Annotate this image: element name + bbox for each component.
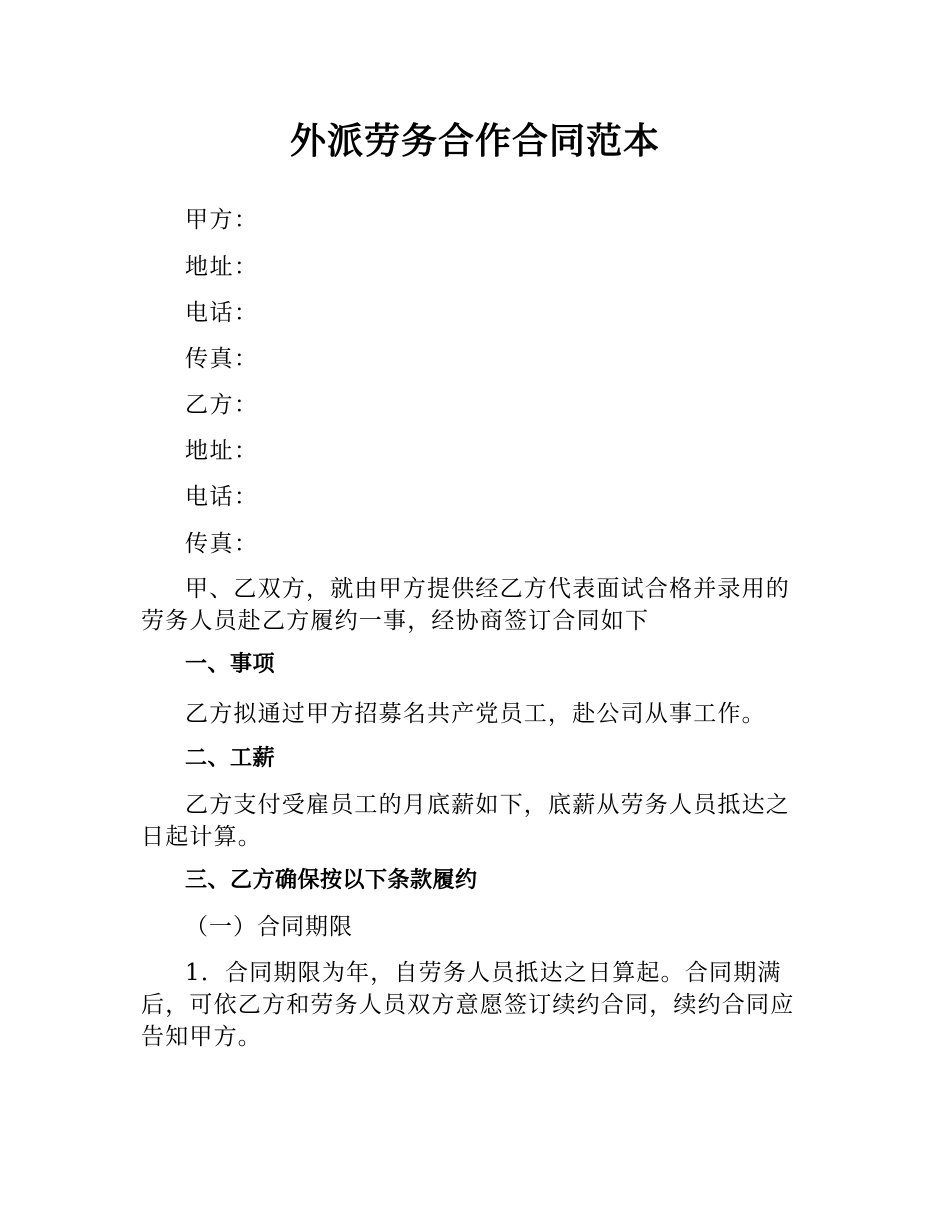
contract-term-item-1: 1．合同期限为年，自劳务人员抵达之日算起。合同期满后，可依乙方和劳务人员双方意愿签订续约合同，续约合同应告知甲方。: [141, 960, 795, 1050]
section-heading-3: 三、乙方确保按以下条款履约: [185, 868, 478, 893]
section-subheading-contract-term: （一）合同期限: [185, 914, 353, 940]
party-b-address-label: 地址：: [185, 438, 259, 464]
party-a-address-label: 地址：: [185, 254, 259, 280]
party-b-fax-label: 传真：: [185, 531, 259, 557]
party-a-fax-label: 传真：: [185, 346, 259, 372]
party-b-name-label: 乙方：: [185, 392, 259, 418]
section-text-2: 乙方支付受雇员工的月底薪如下，底薪从劳务人员抵达之日起计算。: [141, 792, 790, 850]
section-heading-1: 一、事项: [185, 652, 276, 677]
document-title: 外派劳务合作合同范本: [289, 121, 660, 162]
preamble-paragraph: 甲、乙双方，就由甲方提供经乙方代表面试合格并录用的劳务人员赴乙方履约一事，经协商签订合同如下: [141, 576, 790, 634]
section-text-1: 乙方拟通过甲方招募名共产党员工，赴公司从事工作。: [185, 701, 766, 727]
party-b-phone-label: 电话：: [185, 484, 259, 510]
party-a-phone-label: 电话：: [185, 300, 259, 326]
party-a-name-label: 甲方：: [185, 207, 259, 233]
section-heading-2: 二、工薪: [185, 746, 276, 771]
